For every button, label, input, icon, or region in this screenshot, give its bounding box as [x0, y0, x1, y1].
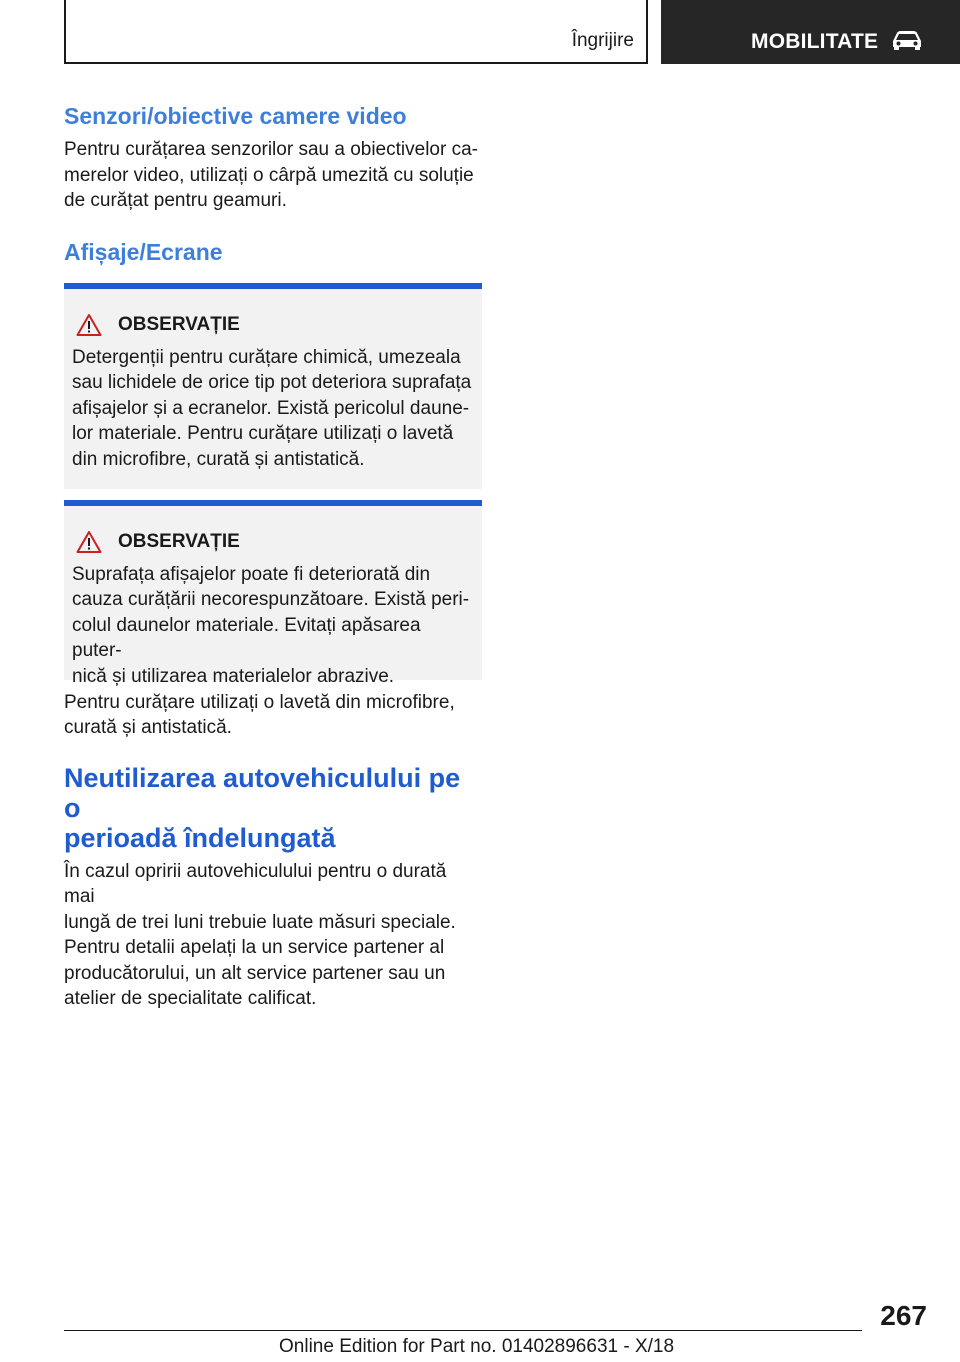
notice-box [64, 283, 482, 489]
notice-title: OBSERVAȚIE [118, 530, 240, 552]
notice-header [72, 311, 474, 339]
text-line: Pentru curățare utilizați o lavetă din microfibre, [64, 691, 455, 713]
text-line: atelier de specialitate calificat. [64, 988, 317, 1009]
section-title-displays: Afișaje/Ecrane [64, 238, 223, 265]
text-line: lor materiale. Pentru curățare utilizați o lavetă [72, 423, 454, 444]
notice-header [72, 528, 474, 556]
text-line: de curățat pentru geamuri. [64, 190, 287, 211]
text-line: Pentru detalii apelați la un service partener al [64, 937, 445, 958]
header-section-title: Îngrijire [571, 30, 634, 51]
text-line: colul daunelor materiale. Evitați apăsarea puter- [72, 614, 421, 661]
text-line: lungă de trei luni trebuie luate măsuri speciale. [64, 911, 456, 933]
notice-text [72, 562, 474, 690]
text-line: nică și utilizarea materialelor abrazive. [72, 665, 395, 687]
text-line: producătorului, un alt service partener sau un [64, 962, 446, 984]
text-line: afișajelor și a ecranelor. Există pericolul daune- [72, 397, 470, 419]
header-chapter-title: MOBILITATE [751, 30, 879, 53]
footer-divider [64, 1330, 862, 1331]
page-number: 267 [880, 1300, 927, 1331]
text-line: merelor video, utilizați o cârpă umezită cu soluție [64, 164, 474, 186]
text-line: din microfibre, curată și antistatică. [72, 448, 365, 470]
section-title-cameras: Senzori/obiective camere video [64, 103, 407, 129]
text-line: sau lichidele de orice tip pot deteriora suprafața [72, 372, 472, 393]
header-chapter-tab [661, 0, 960, 64]
title-line: perioadă îndelungată [64, 822, 336, 853]
title-line: Neutilizarea autovehiculului pe o [64, 762, 461, 823]
page-content [64, 100, 482, 1012]
storage-paragraph [64, 859, 482, 1012]
warning-triangle-icon [76, 530, 102, 554]
text-line: În cazul opririi autovehiculului pentru o durată mai [64, 860, 447, 907]
text-line: Pentru curățarea senzorilor sau a obiectivelor ca- [64, 139, 478, 160]
notice-text [72, 345, 474, 473]
footer-edition: Online Edition for Part no. 01402896631 - X/18 [279, 1336, 675, 1357]
text-line: cauza curățării necorespunzătoare. Există peri- [72, 589, 470, 610]
displays-paragraph [64, 690, 482, 741]
header-section-box [64, 0, 648, 64]
notice-title: OBSERVAȚIE [118, 313, 240, 335]
text-line: Suprafața afișajelor poate fi deteriorată din [72, 563, 431, 585]
text-line: Detergenții pentru curățare chimică, umezeala [72, 346, 461, 368]
car-icon [890, 27, 924, 51]
section-title-storage [64, 763, 482, 853]
notice-box [64, 500, 482, 687]
cameras-paragraph [64, 137, 482, 214]
text-line: curată și antistatică. [64, 717, 232, 738]
warning-triangle-icon [76, 313, 102, 337]
